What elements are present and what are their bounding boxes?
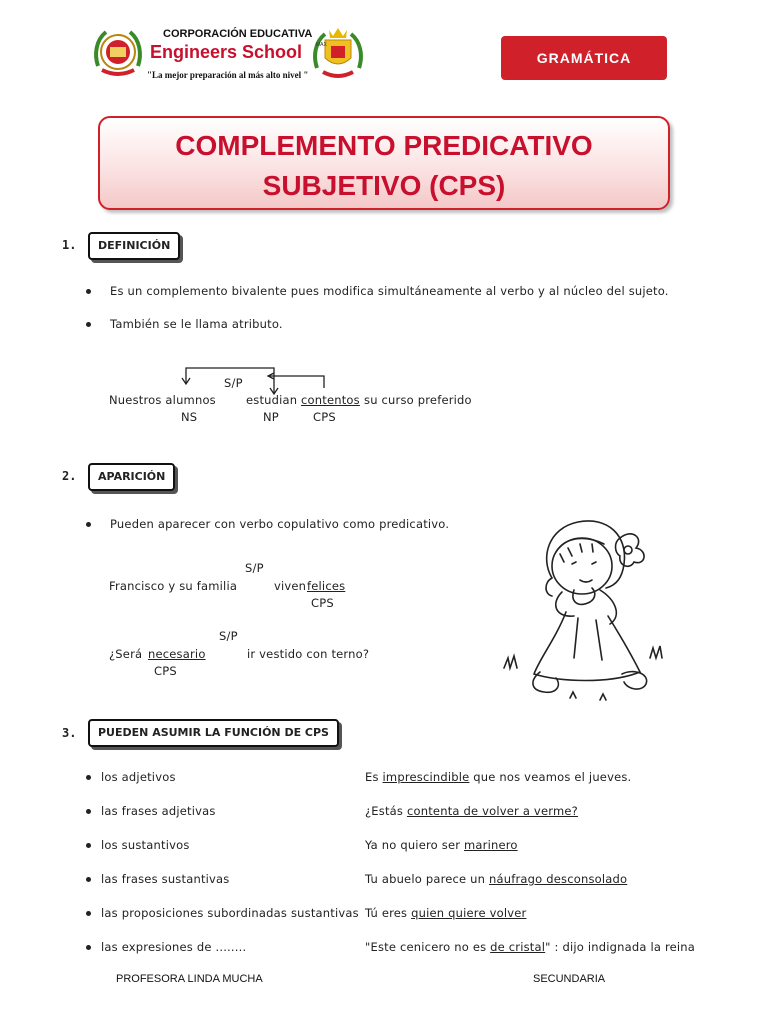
example-text: "Este cenicero no es <box>365 940 491 954</box>
definition-bullet-2: También se le llama atributo. <box>110 317 283 331</box>
bullet-dot <box>86 809 91 814</box>
example-2-verb: viven <box>274 579 307 593</box>
cps-type: los sustantivos <box>101 838 190 852</box>
example-2-cps: CPS <box>311 596 334 610</box>
example-3-sp: S/P <box>219 629 238 643</box>
example-2-subject: Francisco y su familia <box>109 579 238 593</box>
section-3-number: 3. <box>62 726 77 740</box>
example-1-cps: CPS <box>313 410 336 424</box>
cps-example <box>365 872 627 886</box>
cps-example <box>365 770 631 784</box>
subject-badge: GRAMÁTICA <box>501 36 667 80</box>
example-text: Ya no quiero ser <box>365 838 464 852</box>
left-logo <box>92 26 144 78</box>
example-1-verb: estudian <box>246 393 298 407</box>
example-1-np: NP <box>263 410 279 424</box>
example-1-sp: S/P <box>224 376 243 390</box>
cps-type: las frases adjetivas <box>101 804 216 818</box>
bullet-dot <box>86 945 91 950</box>
bullet-dot <box>86 775 91 780</box>
example-text: Tú eres <box>365 906 412 920</box>
definition-bullet-1: Es un complemento bivalente pues modifica simultáneamente al verbo y al núcleo del sujeto. <box>110 284 669 298</box>
title-line-1: COMPLEMENTO PREDICATIVO <box>175 130 593 161</box>
example-underlined: náufrago desconsolado <box>489 872 628 886</box>
example-2-cps-word: felices <box>307 579 346 593</box>
bullet-dot <box>86 911 91 916</box>
section-2-number: 2. <box>62 469 77 483</box>
appearance-bullet-1: Pueden aparecer con verbo copulativo como predicativo. <box>110 517 450 531</box>
bullet-dot <box>86 843 91 848</box>
section-3-label: PUEDEN ASUMIR LA FUNCIÓN DE CPS <box>88 719 339 747</box>
school-name: Engineers School <box>150 42 303 62</box>
example-text: ¿Estás <box>365 804 407 818</box>
bullet-dot <box>86 522 91 527</box>
example-underlined: marinero <box>464 838 518 852</box>
section-1-number: 1. <box>62 238 77 252</box>
cps-type: las proposiciones subordinadas sustantivas <box>101 906 359 920</box>
cps-type: las frases sustantivas <box>101 872 230 886</box>
example-text: " : dijo indignada la reina <box>545 940 696 954</box>
section-1-label: DEFINICIÓN <box>88 232 180 260</box>
example-1-rest: su curso preferido <box>364 393 472 407</box>
school-motto: "La mejor preparación al más alto nivel " <box>147 70 309 80</box>
corporation-label: CORPORACIÓN EDUCATIVA <box>163 28 313 40</box>
example-1-cps-word: contentos <box>301 393 360 407</box>
cps-example <box>365 906 526 920</box>
sp-arrows-diagram-1 <box>180 366 340 396</box>
example-underlined: imprescindible <box>382 770 470 784</box>
example-1-ns: NS <box>181 410 198 424</box>
example-text: Es <box>365 770 383 784</box>
bullet-dot <box>86 289 91 294</box>
example-3-prefix: ¿Será <box>109 647 143 661</box>
example-underlined: contenta de volver a verme? <box>406 804 578 818</box>
example-text: Tu abuelo parece un <box>365 872 490 886</box>
right-logo-text: MAX <box>316 42 327 48</box>
right-logo <box>313 24 363 80</box>
example-2-sp: S/P <box>245 561 264 575</box>
cps-type: los adjetivos <box>101 770 176 784</box>
footer-level: SECUNDARIA <box>533 973 606 985</box>
girl-thinking-illustration <box>500 508 675 703</box>
example-text: que nos veamos el jueves. <box>469 770 632 784</box>
example-underlined: quien quiere volver <box>411 906 527 920</box>
example-3-cps: CPS <box>154 664 177 678</box>
footer-teacher: PROFESORA LINDA MUCHA <box>116 973 263 985</box>
title-line-2: SUBJETIVO (CPS) <box>262 170 506 201</box>
bullet-dot <box>86 322 91 327</box>
example-3-rest: ir vestido con terno? <box>247 647 370 661</box>
title-box <box>98 116 670 210</box>
example-underlined: de cristal <box>490 940 546 954</box>
cps-example <box>365 940 695 954</box>
example-3-cps-word: necesario <box>148 647 206 661</box>
example-1-subject: Nuestros alumnos <box>109 393 216 407</box>
bullet-dot <box>86 877 91 882</box>
cps-example <box>365 804 578 818</box>
cps-example <box>365 838 518 852</box>
section-2-label: APARICIÓN <box>88 463 175 491</box>
cps-type: las expresiones de ........ <box>101 940 247 954</box>
